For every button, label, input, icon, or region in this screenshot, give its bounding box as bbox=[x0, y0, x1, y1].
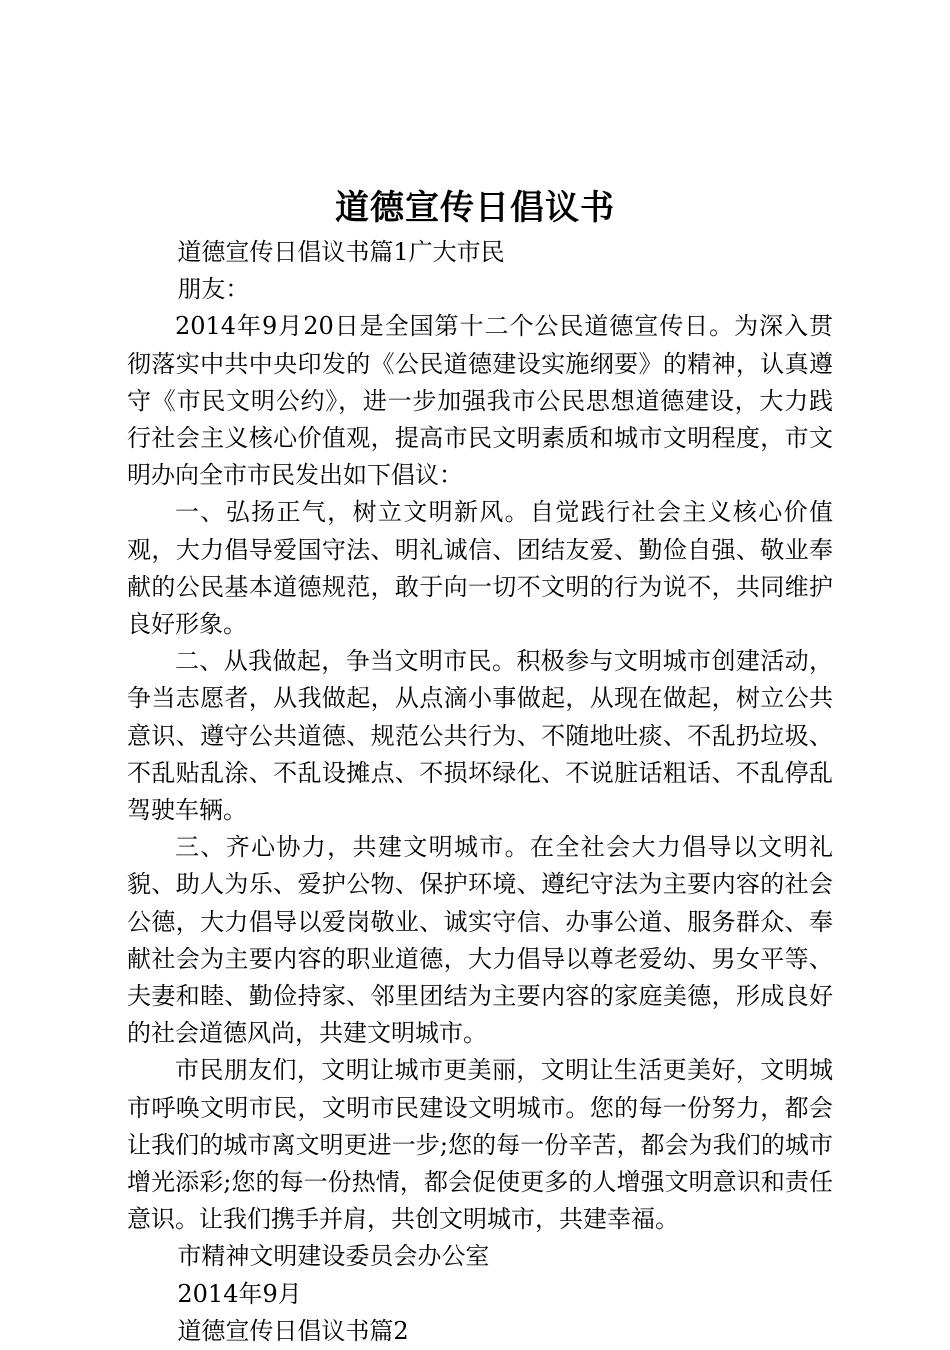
paragraph-proposal-3: 三、齐心协力，共建文明城市。在全社会大力倡导以文明礼貌、助人为乐、爱护公物、保护环境、遵纪守法为主要内容的社会公德，大力倡导以爱岗敬业、诚实守信、办事公道、服务群众、奉献社会为主要内容的职业道德，大力倡导以尊老爱幼、男女平等、夫妻和睦、勤俭持家、邻里团结为主要内容的家庭美德，形成良好的社会道德风尚，共建文明城市。 bbox=[127, 833, 833, 1048]
intro-line-1: 道德宣传日倡议书篇1广大市民 bbox=[177, 238, 505, 266]
paragraph-proposal-2: 二、从我做起，争当文明市民。积极参与文明城市创建活动，争当志愿者，从我做起，从点滴小事做起，从现在做起，树立公共意识、遵守公共道德、规范公共行为、不随地吐痰、不乱扔垃圾、不乱贴乱涂、不乱设摊点、不损坏绿化、不说脏话粗话、不乱停乱驾驶车辆。 bbox=[127, 647, 833, 825]
paragraph-intro: 2014年9月20日是全国第十二个公民道德宣传日。为深入贯彻落实中共中央印发的《公民道德建设实施纲要》的精神，认真遵守《市民文明公约》，进一步加强我市公民思想道德建设，大力践行社会主义核心价值观，提高市民文明素质和城市文明程度，市文明办向全市市民发出如下倡议： bbox=[127, 312, 833, 490]
paragraph-closing: 市民朋友们，文明让城市更美丽，文明让生活更美好，文明城市呼唤文明市民，文明市民建设文明城市。您的每一份努力，都会让我们的城市离文明更进一步;您的每一份辛苦，都会为我们的城市增光添彩;您的每一份热情，都会促使更多的人增强文明意识和责任意识。让我们携手并肩，共创文明城市，共建幸福。 bbox=[127, 1056, 833, 1234]
document-title: 道德宣传日倡议书 bbox=[335, 188, 615, 228]
date: 2014年9月 bbox=[177, 1279, 302, 1308]
intro-line-2: 朋友： bbox=[177, 275, 250, 304]
paragraph-proposal-1: 一、弘扬正气，树立文明新风。自觉践行社会主义核心价值观，大力倡导爱国守法、明礼诚信、团结友爱、勤俭自强、敬业奉献的公民基本道德规范，敢于向一切不文明的行为说不，共同维护良好形象。 bbox=[127, 498, 833, 639]
next-section-heading: 道德宣传日倡议书篇2 bbox=[177, 1316, 409, 1345]
signature: 市精神文明建设委员会办公室 bbox=[177, 1242, 490, 1271]
document-body bbox=[127, 234, 833, 1350]
